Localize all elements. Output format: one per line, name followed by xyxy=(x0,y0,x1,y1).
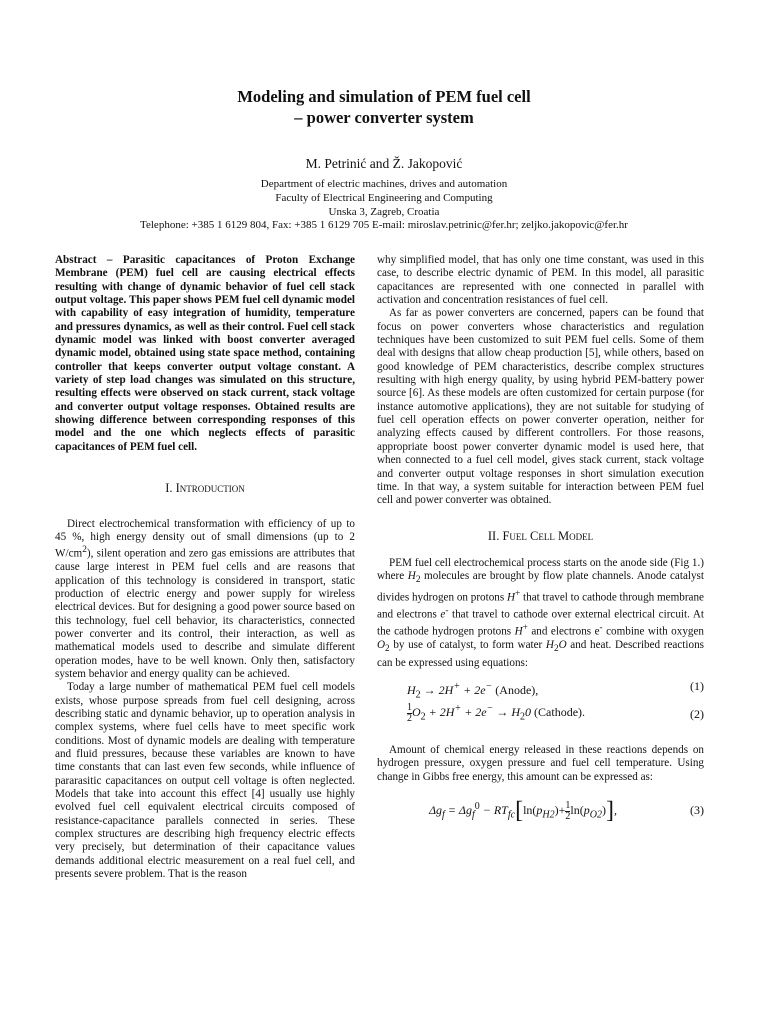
equation-2: $\frac{1}{2}$ $O_2 + 2H^+ + 2e^- \to H_20$ (Cathode). (2) xyxy=(407,701,704,724)
section-2-heading: II. Fuel Cell Model xyxy=(487,528,594,543)
affiliation-address: Unska 3, Zagreb, Croatia xyxy=(328,206,440,218)
left-column xyxy=(55,254,355,882)
affiliation-dept: Department of electric machines, drives and automation xyxy=(260,178,508,190)
equation-3: $\Delta g_f = \Delta g_f^0 - RT_{fc}[\ln(p_{H2})+$ $\frac{1}{2}$ $\ln(p_{O2})$], (3) xyxy=(429,797,704,824)
section-1-heading: I. Introduction xyxy=(165,481,245,496)
intro-paragraph-4: As far as power converters are concerned, papers can be found that focus on power converters whose characteristics and regulation techniques have been customized to suit PEM fuel cells. Some of them deal with designs that allow cheap production [5], while others, based on good knowledge of PEM characteristics, describe complex structures resulting with high energy quality, by using hybrid PEM-battery power source [6]. As these models are often customized for certain purpose (for instance automotive applications), they are not suitable for studying of fuel cell operation effects on power converter operation, neither for analyzing effects caused by different controllers. For those reasons, appropriate boost power converter dynamic model is used here, that when connected to a fuel cell model, gives stack current, stack voltage and converter output voltage responses in short simulation execution time. In that way, a system suitable for interaction between PEM fuel cell and power converter was obtained. xyxy=(377,307,704,507)
fuel-cell-paragraph-1: PEM fuel cell electrochemical process starts on the anode side (Fig 1.) where $H_2$ molecules are brought by flow plate channels. Anode catalyst divides hydrogen on protons H+ that travel to cathode through membrane and electrons e- that travel to cathode over external electrical circuit. At the cathode hydrogen protons H+ and electrons e- combine with oxygen $O_2$ by use of catalyst, to form water $H_2O$ and heat. Described reactions can be expressed using equations: xyxy=(377,556,705,669)
right-column xyxy=(377,254,704,830)
abstract: Abstract – Parasitic capacitances of Proton Exchange Membrane (PEM) fuel cell are causing electrical effects resulting with change of dynamic behavior of fuel cell stack output voltage. This paper shows PEM fuel cell dynamic model with capability of easy integration of humidity, temperature and pressures dynamics, as well as their control. Fuel cell stack dynamic model was linked with boost converter averaged dynamic model, obtained using state space method, containing controller that keeps converter output voltage constant. A variety of step load changes was simulated on this structure, resulting effects were observed on stack current, stack voltage and converter output voltage responses. Obtained results are showing difference between corresponding responses of this model and the one which neglects effects of parasitic capacitances of PEM fuel cell. xyxy=(55,254,355,453)
intro-paragraph-2: Today a large number of mathematical PEM fuel cell models exists, whose purpose spreads from fuel cell designing, across describing static and dynamic behavior, up to operation analysis in complex systems, where fuel cells have to meet specific work conditions. Most of dynamic models are dealing with temperature and fluid pressures, because these variables are known to have time constants that can last even few seconds, while influence of pararasitic capacitances on output cell voltage is often neglected. Models that take into account this effect [4] usually use highly evolved fuel cell equivalent electrical circuits composed of resistance-capacitance parallels connected in series. These complex structures are describing high frequency electric effects very precisely, but determination of their capacitance values demands additional electric measurement on a real fuel cell, and presents severe problem. That is the reason xyxy=(55,681,355,881)
equation-2-number: (2) xyxy=(690,706,704,721)
authors: M. Petrinić and Ž. Jakopović xyxy=(305,156,463,171)
intro-paragraph-3: why simplified model, that has only one time constant, was used in this case, to describe electric dynamic of PEM. In this model, all parasitic capacitances are represented with one connected in parallel with activation and concentration resistances of fuel cell. xyxy=(377,254,704,307)
equation-1: $H_2 \to 2H^+ + 2e^-$ (Anode), (1) xyxy=(407,678,704,701)
intro-paragraph-1: Direct electrochemical transformation with efficiency of up to 45 %, high energy density out of small dimensions (up to 2 $W/cm^2$), silent operation and zero gas emissions are attributes that cause large interest in PEM fuel cells and are reasons that application of this technology is considered in transport, static production of electric energy and power supply for wireless electrical devices. But for designing a good power source based on this technology, fuel cell behavior, its characteristics, connected power converter and its control, their interaction, as well as mathematical models used to describe and simulate different operation modes, have to be well known. Only then, satisfactory system behavior and energy quality can be achieved. xyxy=(55,517,355,680)
affiliation-faculty: Faculty of Electrical Engineering and Computing xyxy=(275,192,493,204)
paper-title xyxy=(0,86,768,128)
title-line-2: – power converter system xyxy=(294,108,474,127)
title-line-1: Modeling and simulation of PEM fuel cell xyxy=(237,87,531,106)
equation-1-number: (1) xyxy=(690,678,704,693)
fuel-cell-paragraph-2: Amount of chemical energy released in these reactions depends on hydrogen pressure, oxygen pressure and fuel cell temperature. Using change in Gibbs free energy, this amount can be expressed as: xyxy=(377,743,704,783)
equation-3-number: (3) xyxy=(690,802,704,817)
affiliation-contact: Telephone: +385 1 6129 804, Fax: +385 1 6129 705 E-mail: miroslav.petrinic@fer.hr; zeljko.jakopovic@fer.hr xyxy=(140,219,628,231)
